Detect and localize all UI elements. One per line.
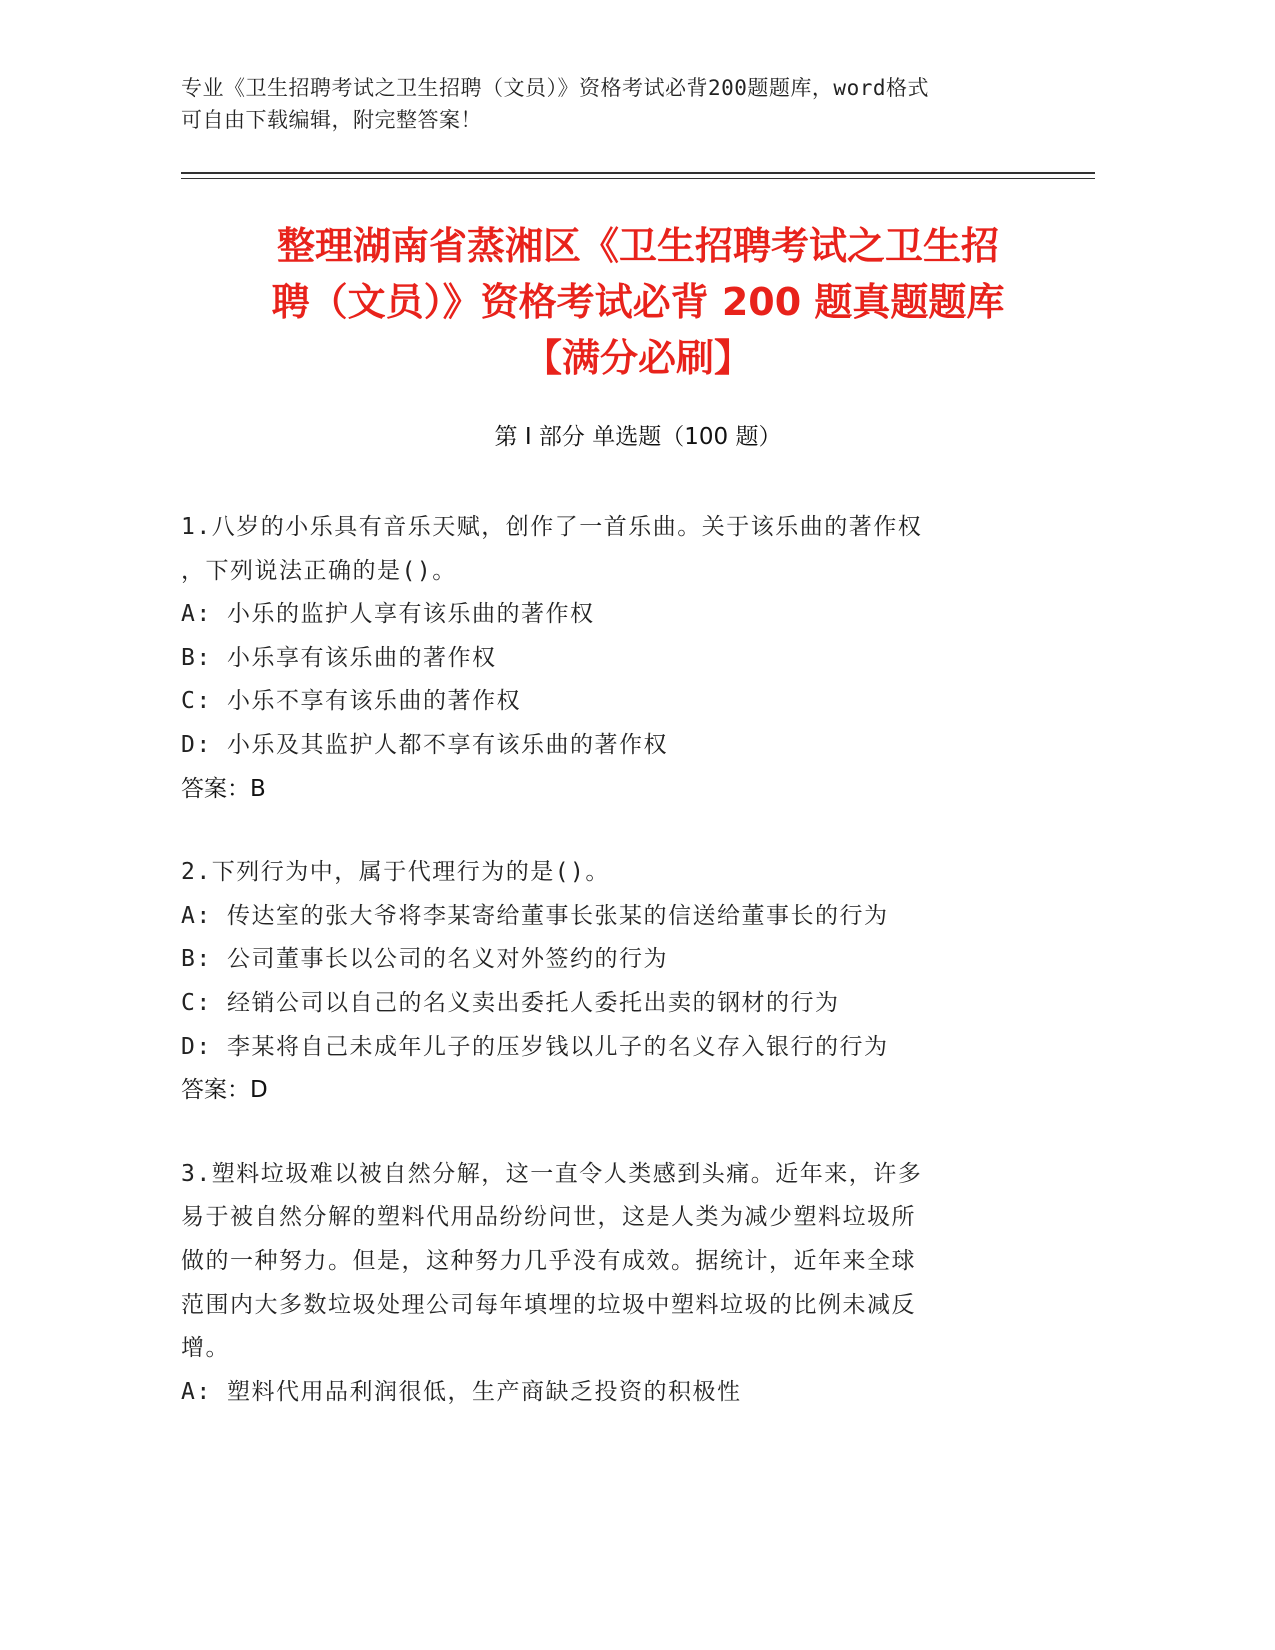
header-divider-thin: [181, 178, 1095, 179]
option-c: C: 经销公司以自己的名义卖出委托人委托出卖的钢材的行为: [181, 989, 840, 1016]
document-title: [181, 218, 1095, 386]
question-stem: 2.下列行为中，属于代理行为的是()。: [181, 859, 610, 886]
title-line: 【满分必刷】: [523, 336, 752, 380]
question-stem: 范围内大多数垃圾处理公司每年填埋的垃圾中塑料垃圾的比例未减反: [181, 1291, 916, 1318]
option-b: B: 公司董事长以公司的名义对外签约的行为: [181, 946, 669, 973]
question-item: [181, 506, 1041, 811]
title-line: 聘（文员）》资格考试必背 200 题真题题库: [271, 280, 1005, 324]
option-c: C: 小乐不享有该乐曲的著作权: [181, 688, 522, 715]
option-a: A: 传达室的张大爷将李某寄给董事长张某的信送给董事长的行为: [181, 902, 889, 929]
option-d: D: 李某将自己未成年儿子的压岁钱以儿子的名义存入银行的行为: [181, 1033, 889, 1060]
option-a: A: 塑料代用品利润很低，生产商缺乏投资的积极性: [181, 1378, 742, 1405]
section-heading: 第 I 部分 单选题（100 题）: [494, 424, 782, 450]
question-stem: 易于被自然分解的塑料代用品纷纷问世，这是人类为减少塑料垃圾所: [181, 1204, 916, 1231]
header-note-line: 专业《卫生招聘考试之卫生招聘（文员）》资格考试必背200题题库，word格式: [181, 76, 929, 100]
header-note: [181, 72, 1041, 136]
header-divider: [181, 172, 1095, 174]
answer: 答案：B: [181, 775, 266, 802]
question-stem: 增。: [181, 1335, 230, 1362]
question-list: [181, 506, 1041, 1454]
question-stem: 1.八岁的小乐具有音乐天赋，创作了一首乐曲。关于该乐曲的著作权: [181, 514, 923, 540]
title-line: 整理湖南省蒸湘区《卫生招聘考试之卫生招: [276, 224, 999, 268]
header-note-line: 可自由下载编辑，附完整答案！: [181, 108, 482, 132]
question-item: [181, 1153, 1041, 1415]
question-stem: 做的一种努力。但是，这种努力几乎没有成效。据统计，近年来全球: [181, 1247, 916, 1274]
option-d: D: 小乐及其监护人都不享有该乐曲的著作权: [181, 731, 669, 758]
question-item: [181, 851, 1041, 1113]
option-b: B: 小乐享有该乐曲的著作权: [181, 644, 497, 671]
question-stem: ，下列说法正确的是()。: [181, 557, 457, 584]
option-a: A: 小乐的监护人享有该乐曲的著作权: [181, 601, 595, 628]
answer: 答案：D: [181, 1077, 268, 1104]
question-stem: 3.塑料垃圾难以被自然分解，这一直令人类感到头痛。近年来，许多: [181, 1160, 923, 1187]
